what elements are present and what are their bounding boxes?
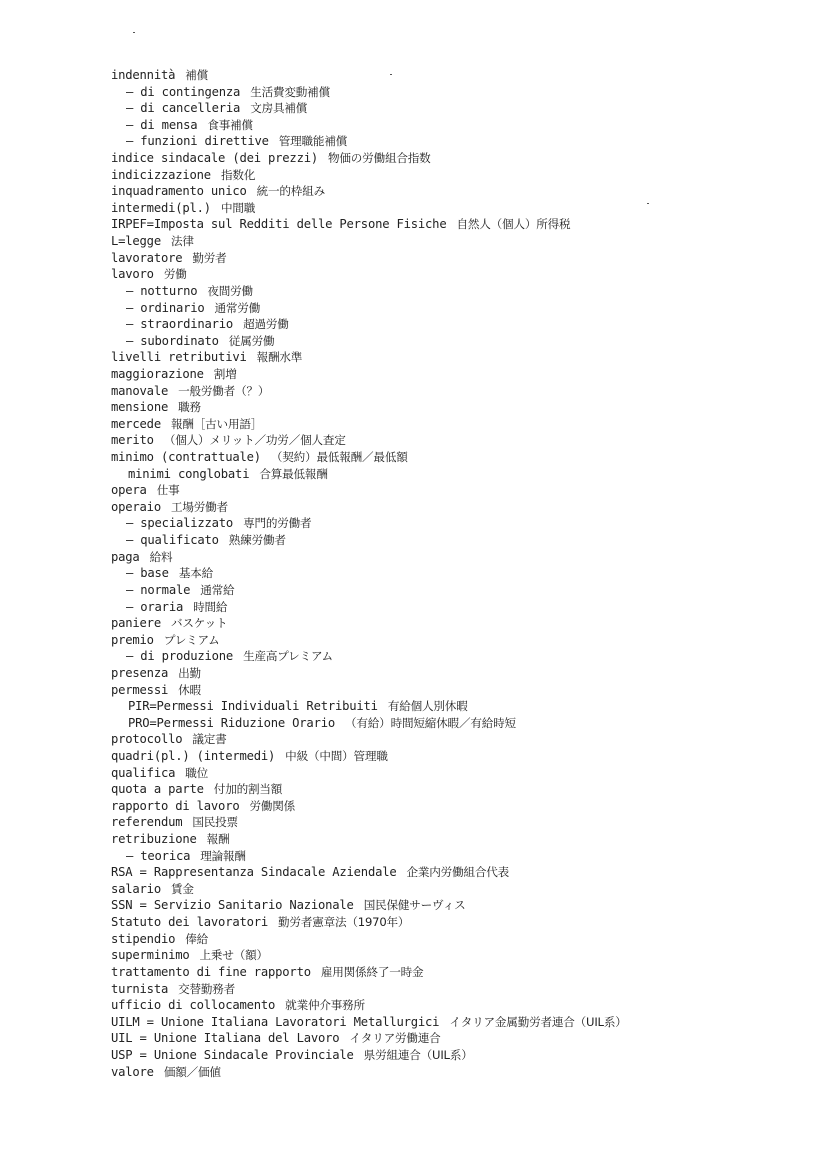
glossary-entry <box>111 466 801 483</box>
glossary-entry <box>111 333 801 350</box>
entry-translation: 賃金 <box>170 881 194 896</box>
glossary-entry <box>111 200 801 217</box>
glossary-entry <box>111 831 801 848</box>
glossary-entry <box>111 599 801 616</box>
glossary-entry <box>111 632 801 649</box>
entry-term: trattamento di fine rapporto <box>111 964 311 979</box>
entry-term: SSN = Servizio Sanitario Nazionale <box>111 898 354 913</box>
glossary-entry <box>111 233 801 250</box>
entry-translation: 食事補償 <box>207 117 253 132</box>
entry-term: L=legge <box>111 234 161 249</box>
entry-translation: プレミアム <box>163 632 220 647</box>
entry-translation: 付加的割当額 <box>213 782 283 797</box>
entry-translation: 補償 <box>185 68 209 82</box>
entry-term: lavoratore <box>111 250 183 265</box>
entry-translation: 企業内労働組合代表 <box>406 865 510 880</box>
entry-term: PIR=Permessi Individuali Retribuiti <box>128 699 378 714</box>
glossary-entry <box>111 798 801 815</box>
entry-translation: 管理職能補償 <box>278 134 348 149</box>
glossary-entry <box>111 183 801 200</box>
entry-translation: 労働関係 <box>249 798 296 813</box>
glossary-entry <box>111 914 801 931</box>
entry-translation: 労働 <box>163 267 187 282</box>
entry-term: — notturno <box>126 283 198 298</box>
entry-translation: 一般労働者（？） <box>178 383 270 398</box>
entry-term: — normale <box>126 582 191 597</box>
entry-term: IRPEF=Imposta sul Redditi delle Persone Fisiche <box>111 217 447 232</box>
glossary-entry <box>111 814 801 831</box>
entry-translation: 時間給 <box>193 599 228 614</box>
entry-translation: 価額／価値 <box>163 1064 221 1079</box>
entry-term: — teorica <box>126 848 191 863</box>
entry-term: turnista <box>111 981 169 996</box>
entry-term: — di mensa <box>126 117 198 132</box>
entry-term: Statuto dei lavoratori <box>111 915 269 930</box>
entry-translation: 俸給 <box>185 931 209 946</box>
glossary-entry <box>111 167 801 184</box>
entry-translation: 生活費変動補償 <box>250 84 330 99</box>
entry-term: intermedi(pl.) <box>111 200 211 215</box>
entry-translation: 理論報酬 <box>200 848 246 863</box>
glossary-entry <box>111 781 801 798</box>
entry-translation: 物価の労働組合指数 <box>328 151 431 166</box>
entry-translation: 生産高プレミアム <box>243 649 333 664</box>
entry-translation: 専門的労働者 <box>243 516 312 531</box>
entry-translation: （契約）最低報酬／最低額 <box>270 450 408 465</box>
entry-translation: 勤労者 <box>192 250 227 265</box>
entry-translation: 報酬水準 <box>256 350 303 365</box>
entry-term: superminimo <box>111 948 190 963</box>
entry-term: paga <box>111 549 140 564</box>
entry-term: USP = Unione Sindacale Provinciale <box>111 1047 354 1062</box>
glossary-entry <box>111 565 801 582</box>
entry-translation: 報酬 <box>206 832 230 847</box>
entry-translation: 夜間労働 <box>207 283 253 298</box>
entry-translation: 超過労働 <box>243 317 289 332</box>
entry-term: salario <box>111 881 161 896</box>
entry-term: quadri(pl.) (intermedi) <box>111 748 276 763</box>
entry-translation: 休暇 <box>178 682 201 697</box>
entry-term: ufficio di collocamento <box>111 998 276 1013</box>
glossary-entry <box>111 449 801 466</box>
glossary-entry <box>111 300 801 317</box>
entry-translation: 中級（中間）管理職 <box>285 748 388 763</box>
glossary-entry <box>111 947 801 964</box>
entry-term: indennità <box>111 68 176 82</box>
entry-term: protocollo <box>111 732 183 747</box>
entry-term: rapporto di lavoro <box>111 798 240 813</box>
entry-translation: 工場労働者 <box>170 499 228 514</box>
entry-term: RSA = Rappresentanza Sindacale Aziendale <box>111 865 397 880</box>
entry-translation: 法律 <box>170 234 194 249</box>
entry-term: mensione <box>111 400 169 415</box>
entry-term: minimi conglobati <box>128 466 250 481</box>
entry-translation: 合算最低報酬 <box>259 466 328 481</box>
glossary-entry <box>111 881 801 898</box>
entry-translation: 仕事 <box>156 483 180 498</box>
glossary-entry <box>111 482 801 499</box>
entry-translation: 国民保健サーヴィス <box>363 898 466 913</box>
glossary-entry <box>111 216 801 233</box>
entry-translation: 職位 <box>185 765 209 780</box>
entry-term: — di cancelleria <box>126 101 241 116</box>
entry-translation: 基本給 <box>178 566 214 581</box>
glossary-entry <box>111 715 801 732</box>
entry-translation: 雇用関係終了一時金 <box>320 964 424 979</box>
glossary-entry <box>111 416 801 433</box>
entry-term: — di contingenza <box>126 84 241 99</box>
entry-term: opera <box>111 483 147 498</box>
entry-term: — straordinario <box>126 317 234 332</box>
glossary-entry <box>111 931 801 948</box>
entry-term: indicizzazione <box>111 167 211 182</box>
glossary-entry <box>111 981 801 998</box>
entry-translation: 文房具補償 <box>250 101 308 116</box>
glossary-entry <box>111 1064 801 1081</box>
entry-translation: 報酬［古い用語］ <box>170 416 263 431</box>
entry-translation: 従属労働 <box>228 333 275 348</box>
glossary-entry <box>111 731 801 748</box>
entry-term: paniere <box>111 616 161 631</box>
glossary-entry <box>111 383 801 400</box>
entry-term: presenza <box>111 665 169 680</box>
entry-translation: 勤労者憲章法（1970年） <box>278 915 410 930</box>
glossary-entry <box>111 349 801 366</box>
entry-term: retribuzione <box>111 832 197 847</box>
glossary-list <box>111 67 801 1080</box>
glossary-entry <box>111 67 801 84</box>
entry-term: premio <box>111 632 154 647</box>
entry-translation: （有給）時間短縮休暇／有給時短 <box>345 715 516 730</box>
entry-translation: 県労組連合（UIL系） <box>363 1047 473 1062</box>
entry-term: — funzioni direttive <box>126 134 269 149</box>
glossary-entry <box>111 117 801 134</box>
entry-term: PRO=Permessi Riduzione Orario <box>128 715 335 730</box>
glossary-entry <box>111 848 801 865</box>
glossary-entry <box>111 150 801 167</box>
entry-translation: イタリア金属勤労者連合（UIL系） <box>449 1014 627 1029</box>
glossary-entry <box>111 897 801 914</box>
entry-translation: バスケット <box>170 616 228 631</box>
entry-translation: 統一的枠組み <box>256 184 325 199</box>
entry-translation: 職務 <box>178 400 201 415</box>
glossary-entry <box>111 765 801 782</box>
glossary-entry <box>111 864 801 881</box>
glossary-entry <box>111 316 801 333</box>
glossary-entry <box>111 532 801 549</box>
entry-term: operaio <box>111 499 161 514</box>
glossary-entry <box>111 682 801 699</box>
entry-term: — oraria <box>126 599 184 614</box>
glossary-entry <box>111 549 801 566</box>
entry-term: indice sindacale (dei prezzi) <box>111 151 318 166</box>
entry-term: lavoro <box>111 267 154 282</box>
entry-translation: 就業仲介事務所 <box>285 998 365 1013</box>
glossary-entry <box>111 266 801 283</box>
entry-translation: 出勤 <box>178 665 201 680</box>
glossary-entry <box>111 698 801 715</box>
entry-term: qualifica <box>111 765 176 780</box>
glossary-entry <box>111 499 801 516</box>
entry-term: permessi <box>111 682 169 697</box>
entry-translation: 指数化 <box>220 167 256 182</box>
entry-translation: 割増 <box>213 366 237 381</box>
glossary-entry <box>111 432 801 449</box>
entry-translation: 国民投票 <box>192 815 238 830</box>
glossary-entry <box>111 84 801 101</box>
glossary-entry <box>111 665 801 682</box>
entry-term: — specializzato <box>126 516 234 531</box>
glossary-entry <box>111 997 801 1014</box>
entry-term: — qualificato <box>126 533 219 548</box>
glossary-entry <box>111 964 801 981</box>
entry-translation: 給料 <box>149 549 173 564</box>
entry-translation: 中間職 <box>220 200 256 215</box>
entry-term: — di produzione <box>126 649 234 664</box>
glossary-entry <box>111 283 801 300</box>
entry-term: valore <box>111 1064 154 1079</box>
entry-term: maggiorazione <box>111 366 204 381</box>
entry-term: stipendio <box>111 931 176 946</box>
entry-translation: 有給個人別休暇 <box>387 699 468 714</box>
entry-term: merito <box>111 433 154 448</box>
entry-translation: 熟練労働者 <box>228 533 286 548</box>
glossary-entry <box>111 399 801 416</box>
entry-term: mercede <box>111 416 161 431</box>
glossary-entry <box>111 1014 801 1031</box>
entry-term: inquadramento unico <box>111 184 247 199</box>
entry-translation: （個人）メリット／功労／個人査定 <box>163 433 346 448</box>
glossary-entry <box>111 748 801 765</box>
entry-term: referendum <box>111 815 183 830</box>
glossary-entry <box>111 515 801 532</box>
glossary-entry <box>111 133 801 150</box>
entry-term: — base <box>126 566 169 581</box>
entry-term: manovale <box>111 383 169 398</box>
glossary-entry <box>111 582 801 599</box>
glossary-entry <box>111 100 801 117</box>
scan-speck <box>133 32 135 33</box>
entry-translation: 議定書 <box>192 732 227 747</box>
entry-translation: イタリア労働連合 <box>349 1031 441 1046</box>
entry-term: UILM = Unione Italiana Lavoratori Metallurgici <box>111 1014 440 1029</box>
glossary-entry <box>111 648 801 665</box>
glossary-entry <box>111 250 801 267</box>
glossary-entry <box>111 615 801 632</box>
entry-translation: 上乗せ（額） <box>199 948 268 963</box>
glossary-entry <box>111 366 801 383</box>
entry-term: quota a parte <box>111 782 204 797</box>
entry-term: — ordinario <box>126 300 205 315</box>
glossary-entry <box>111 1030 801 1047</box>
entry-term: livelli retributivi <box>111 350 247 365</box>
glossary-entry <box>111 1047 801 1064</box>
entry-translation: 交替勤務者 <box>178 981 236 996</box>
entry-translation: 自然人（個人）所得税 <box>456 217 571 232</box>
entry-term: — subordinato <box>126 333 219 348</box>
entry-translation: 通常労働 <box>214 300 261 315</box>
entry-translation: 通常給 <box>200 582 235 597</box>
entry-term: UIL = Unione Italiana del Lavoro <box>111 1031 340 1046</box>
entry-term: minimo (contrattuale) <box>111 450 261 465</box>
